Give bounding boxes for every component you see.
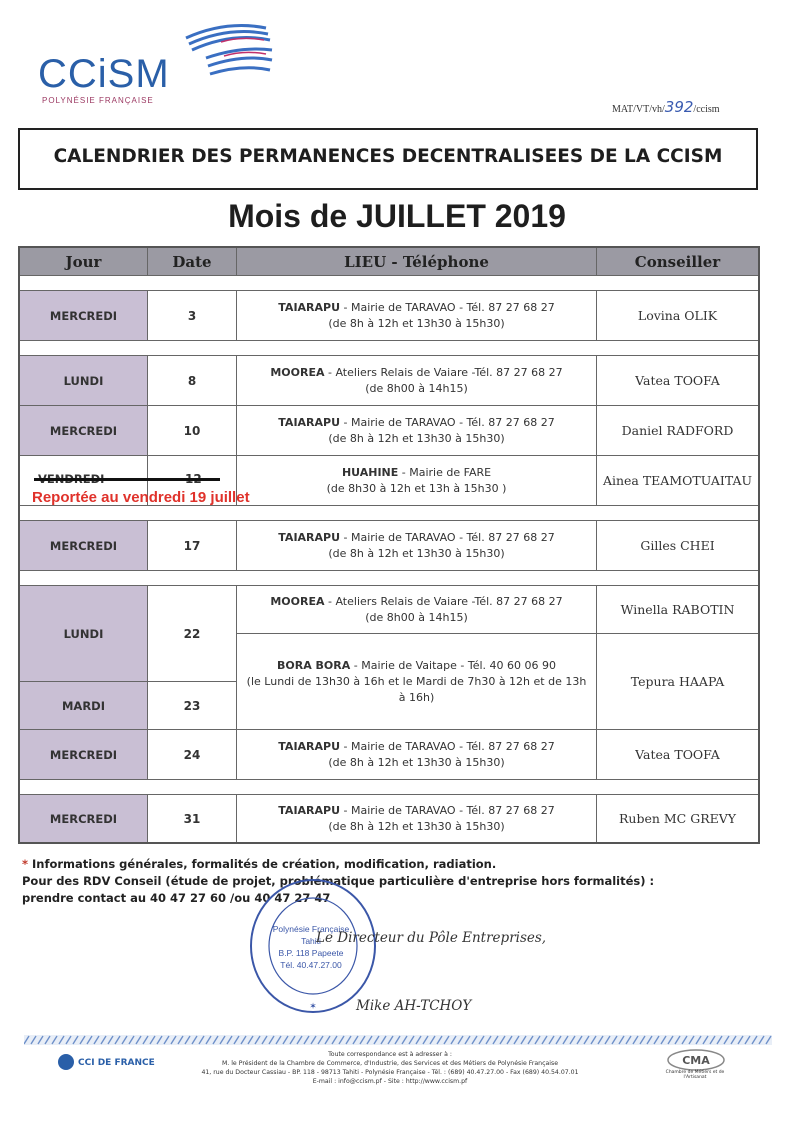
row-separator — [20, 571, 758, 586]
place-hours: (de 8h à 12h et 13h30 à 15h30) — [328, 546, 505, 560]
place-name: TAIARAPU — [278, 300, 341, 314]
advisor-cell: Vatea TOOFA — [597, 730, 758, 780]
row-separator — [20, 341, 758, 356]
stamp-line-3: B.P. 118 Papeete — [278, 948, 344, 958]
advisor-cell: Tepura HAAPA — [597, 634, 758, 730]
advisor-cell: Ruben MC GREVY — [618, 811, 737, 826]
note-line-2: Pour des RDV Conseil (étude de projet, problématique particulière d'entreprise hors formalités) : — [22, 874, 655, 888]
place-hours: (le Lundi de 13h30 à 16h et le Mardi de 7h30 à 12h et de 13h — [246, 674, 587, 688]
place-hours-cont: à 16h) — [398, 690, 435, 704]
logo-text: CCiSM — [38, 52, 170, 96]
cci-france-label: CCI DE FRANCE — [78, 1058, 155, 1068]
header-date: Date — [148, 248, 237, 276]
document-title: CALENDRIER DES PERMANENCES DECENTRALISEES DE LA CCISM — [53, 146, 723, 167]
signatory-title: Le Directeur du Pôle Entreprises, — [316, 930, 547, 946]
place-hours: (de 8h à 12h et 13h30 à 15h30) — [328, 316, 505, 330]
cma-logo — [664, 1048, 754, 1088]
date-cell: 8 — [148, 356, 237, 406]
place-name: BORA BORA — [277, 658, 351, 672]
place-name: TAIARAPU — [278, 803, 341, 817]
logo-subtitle: POLYNÉSIE FRANÇAISE — [42, 96, 154, 105]
footer-address — [150, 1050, 630, 1086]
reference-number — [612, 98, 720, 116]
advisor-cell: Ainea TEAMOTUAITAU — [597, 456, 758, 506]
ref-suffix: /ccism — [693, 104, 720, 115]
row-separator — [20, 780, 758, 795]
place-detail: - Mairie de TARAVAO - Tél. 87 27 68 27 — [340, 300, 555, 314]
place-name: TAIARAPU — [278, 415, 341, 429]
ref-prefix: MAT/VT/vh/ — [612, 104, 665, 115]
header-lieu: LIEU - Téléphone — [237, 248, 597, 276]
day-cell: LUNDI — [20, 356, 148, 406]
advisor-cell: Winella RABOTIN — [597, 586, 758, 634]
row-separator — [20, 506, 758, 521]
place-detail: - Ateliers Relais de Vaiare -Tél. 87 27 68 27 — [324, 594, 563, 608]
day-cell: MARDI — [20, 682, 148, 730]
date-cell: 10 — [148, 406, 237, 456]
place-cell — [237, 586, 597, 634]
signatory-name: Mike AH-TCHOY — [356, 998, 472, 1014]
note-line-3: prendre contact au 40 47 27 60 /ou 40 47 27 47 — [22, 891, 331, 905]
place-detail: - Mairie de Vaitape - Tél. 40 60 06 90 — [350, 658, 556, 672]
stamp-line-1: Polynésie Française — [272, 924, 350, 934]
cci-france-logo-icon — [58, 1054, 74, 1070]
place-hours: (de 8h00 à 14h15) — [365, 381, 468, 395]
date-cell: 24 — [148, 730, 237, 780]
place-name: MOOREA — [270, 594, 325, 608]
header-conseiller: Conseiller — [597, 248, 758, 276]
place-hours: (de 8h à 12h et 13h30 à 15h30) — [328, 755, 505, 769]
date-cell: 17 — [148, 521, 237, 571]
place-cell — [237, 521, 597, 571]
strikethrough-line — [34, 478, 220, 481]
advisor-cell: Vatea TOOFA — [597, 356, 758, 406]
ref-number: 392 — [664, 98, 694, 116]
place-detail: - Ateliers Relais de Vaiare -Tél. 87 27 68 27 — [324, 365, 563, 379]
day-cell: MERCREDI — [20, 291, 148, 341]
place-hours: (de 8h à 12h et 13h30 à 15h30) — [328, 431, 505, 445]
day-cell: MERCREDI — [20, 730, 148, 780]
row-separator — [20, 276, 758, 291]
place-cell — [237, 406, 597, 456]
place-hours: (de 8h00 à 14h15) — [365, 610, 468, 624]
stamp-line-4: Tél. 40.47.27.00 — [280, 960, 342, 970]
cma-logo-text: CMA — [682, 1054, 710, 1067]
advisor-cell: Gilles CHEI — [597, 521, 758, 571]
stamp-line-2: Tahiti — [301, 936, 321, 946]
advisor-cell: Daniel RADFORD — [597, 406, 758, 456]
footer-line-4: E-mail : info@ccism.pf - Site : http://www.ccism.pf — [312, 1078, 468, 1085]
place-hours: (de 8h à 12h et 13h30 à 15h30) — [328, 819, 505, 833]
place-name: TAIARAPU — [278, 739, 341, 753]
place-name: HUAHINE — [341, 465, 399, 479]
footer-line-2: M. le Président de la Chambre de Commerce, d'Industrie, des Services et des Métiers de Polynésie Française — [221, 1060, 559, 1067]
day-cell: MERCREDI — [20, 521, 148, 571]
place-detail: - Mairie de FARE — [398, 465, 492, 479]
note-star: * — [22, 857, 29, 871]
day-cell: MERCREDI — [20, 795, 148, 842]
footer-line-1: Toute correspondance est à adresser à : — [328, 1051, 452, 1058]
place-hours: (de 8h30 à 12h et 13h à 15h30 ) — [326, 481, 507, 495]
date-cell: 31 — [148, 795, 237, 842]
official-stamp — [248, 876, 378, 1016]
postponed-note: Reportée au vendredi 19 juillet — [32, 489, 250, 506]
date-cell: 3 — [148, 291, 237, 341]
place-cell — [237, 730, 597, 780]
place-detail: - Mairie de TARAVAO - Tél. 87 27 68 27 — [340, 803, 555, 817]
svg-text:✶: ✶ — [309, 1001, 317, 1011]
advisor-cell: Lovina OLIK — [597, 291, 758, 341]
day-cell: LUNDI — [20, 586, 148, 682]
place-cell — [237, 634, 597, 730]
month-title: Mois de JUILLET 2019 — [228, 198, 566, 234]
schedule-table — [18, 246, 760, 844]
place-detail: - Mairie de TARAVAO - Tél. 87 27 68 27 — [340, 530, 555, 544]
place-name: MOOREA — [270, 365, 325, 379]
place-detail: - Mairie de TARAVAO - Tél. 87 27 68 27 — [340, 415, 555, 429]
date-cell: 22 — [148, 586, 237, 682]
note-line-1-text: Informations générales, formalités de création, modification, radiation. — [28, 857, 497, 871]
place-cell — [237, 291, 597, 341]
place-cell — [237, 795, 597, 842]
day-cell: MERCREDI — [20, 406, 148, 456]
cma-subtitle: Chambre de Métiers et de l'Artisanat — [665, 1070, 725, 1080]
footer-line-3: 41, rue du Docteur Cassiau - BP. 118 - 98713 Tahiti - Polynésie Française - Tél. : (689) 40.47.27.00 - Fax (689) 40.54.07.01 — [201, 1069, 579, 1076]
place-cell — [237, 356, 597, 406]
place-name: TAIARAPU — [278, 530, 341, 544]
place-detail: - Mairie de TARAVAO - Tél. 87 27 68 27 — [340, 739, 555, 753]
place-cell — [237, 456, 597, 506]
note-line-1 — [22, 856, 654, 873]
footer-decorative-band — [24, 1035, 772, 1045]
header-jour: Jour — [20, 248, 148, 276]
date-cell: 23 — [148, 682, 237, 730]
